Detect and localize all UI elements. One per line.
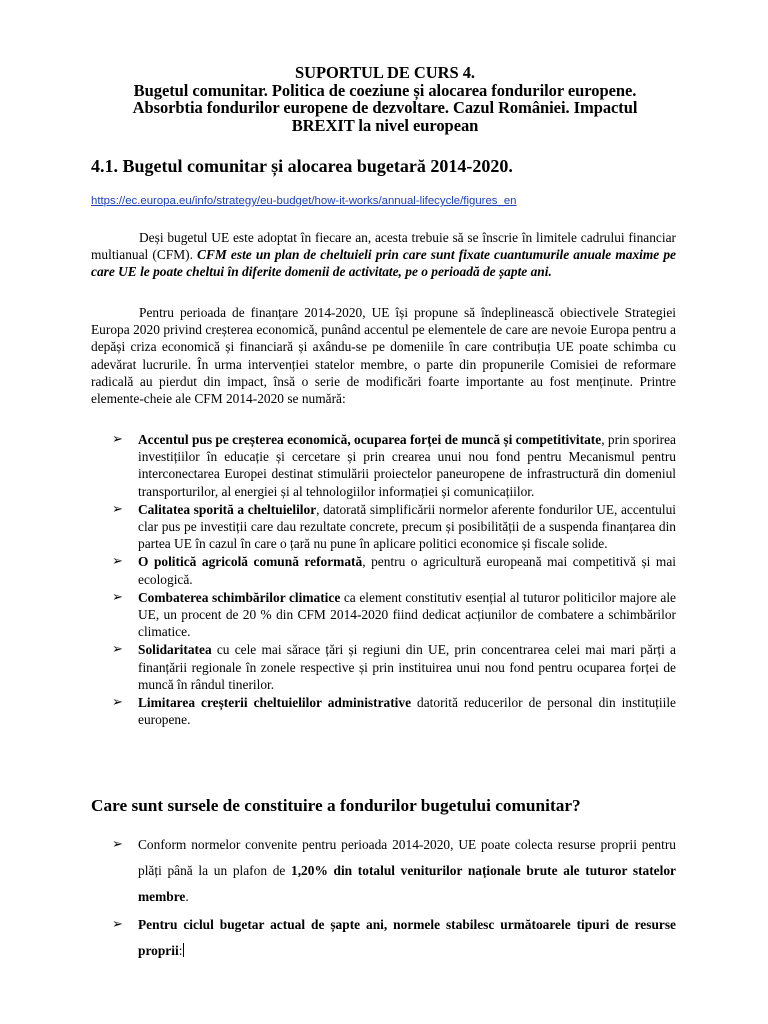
paragraph-cfm-definition xyxy=(91,229,676,281)
source-link[interactable]: https://ec.europa.eu/info/strategy/eu-budget/how-it-works/annual-lifecycle/figures_en xyxy=(91,195,517,207)
list-item-text: , datorată simplificării normelor aferente fondurilor UE, accentului clar pus pe investiții care dau rezultate concrete, precum și posibilității de a suspenda finanțarea din partea UE în cazul în care o țară nu pune în aplicare politici economice și fiscale solide. xyxy=(138,501,676,552)
arrowhead-bullet-icon: ➢ xyxy=(112,554,123,570)
list-item-bold: Solidaritatea xyxy=(138,642,212,658)
course-header-line-2: Bugetul comunitar. Politica de coeziune și alocarea fondurilor europene. xyxy=(133,80,637,100)
key-elements-list xyxy=(112,431,676,729)
arrowhead-bullet-icon: ➢ xyxy=(112,501,123,517)
course-header-line-3: Absorbtia fondurilor europene de dezvoltare. Cazul României. Impactul xyxy=(132,98,638,117)
list-item xyxy=(112,641,676,693)
list-item xyxy=(112,431,676,500)
list-item-text: , prin sporirea investițiilor în educație și cercetare și prin crearea unui nou fond pentru Mecanismul pentru interconectarea Europei destinat stimulării proiectelor paneuropene de infrastructură din domeniul transporturilor, al energiei și al tehnologiilor informației și comunicațiilor. xyxy=(138,432,676,499)
list-item-bold: Calitatea sporită a cheltuielilor xyxy=(138,501,317,517)
list-item-bold: Accentul pus pe creșterea economică, ocuparea forței de muncă și competitivitate xyxy=(138,432,602,447)
arrowhead-bullet-icon: ➢ xyxy=(112,837,123,852)
course-header xyxy=(80,64,690,134)
list-item-text: ca element constitutiv esențial al tuturor politicilor majore ale UE, un procent de 20 % din CFM 2014-2020 fiind dedicat acțiunilor de combatere a schimbărilor climatice. xyxy=(138,589,676,640)
paragraph-cfm-emphasis: CFM este un plan de cheltuieli prin care sunt fixate cuantumurile anuale maxime pe care UE le poate cheltui în diferite domenii de activitate, pe o perioadă de șapte ani. xyxy=(91,247,676,280)
source-item-bold: Pentru ciclul bugetar actual de șapte ani, normele stabilesc următoarele tipuri de resurse proprii xyxy=(138,917,676,958)
arrowhead-bullet-icon: ➢ xyxy=(112,695,123,711)
list-item xyxy=(112,912,676,964)
list-item-bold: Limitarea creșterii cheltuielilor administrative xyxy=(138,695,412,711)
paragraph-funding-text: Pentru perioada de finanțare 2014-2020, UE își propune să îndeplinească obiectivele Strategiei Europa 2020 privind creșterea economică, punând accentul pe elementele de care are nevoie Europa pentru a depăși criza economică și financiară și axându-se pe domeniile în care contribuția UE poate schimba cu adevărat lucrurile. În urma intervenției statelor membre, o parte din propunerile Comisiei de reformare radicală au pierdut din impact, însă o serie de modificări foarte importante au fost menținute. Printre elemente-cheie ale CFM 2014-2020 se numără: xyxy=(91,305,676,407)
arrowhead-bullet-icon: ➢ xyxy=(112,589,123,605)
text-cursor xyxy=(183,943,184,957)
sources-list xyxy=(112,832,676,964)
question-heading: Care sunt sursele de constituire a fondurilor bugetului comunitar? xyxy=(91,796,581,815)
source-item-text: Conform normelor convenite pentru perioada 2014-2020, UE poate colecta resurse proprii pentru plăți până la un plafon de xyxy=(138,837,676,878)
list-item xyxy=(112,589,676,641)
course-header-line-4: BREXIT la nivel european xyxy=(291,115,479,135)
list-item xyxy=(112,832,676,910)
list-item xyxy=(112,694,676,728)
list-item xyxy=(112,501,676,553)
paragraph-cfm-text: Deși bugetul UE este adoptat în fiecare an, acesta trebuie să se înscrie în limitele cadrului financiar multianual (CFM). xyxy=(91,230,676,263)
source-item-end: . xyxy=(185,889,189,904)
section-title: 4.1. Bugetul comunitar și alocarea bugetară 2014-2020. xyxy=(91,156,513,176)
list-item-text: , pentru o agricultură europeană mai competitivă și mai ecologică. xyxy=(138,554,676,587)
list-item-text: datorită reducerilor de personal din instituțiile europene. xyxy=(138,695,676,728)
list-item-bold: O politică agricolă comună reformată xyxy=(138,554,363,570)
list-item xyxy=(112,553,676,587)
list-item-text: cu cele mai sărace țări și regiuni din UE, prin concentrarea celei mai mari părți a finanțării regionale în zonele respective și prin instituirea unui nou fond pentru ocuparea forței de muncă în rândul tinerilor. xyxy=(138,642,676,692)
source-item-bold: 1,20% din totalul veniturilor naționale brute ale tuturor statelor membre xyxy=(138,863,676,904)
course-header-line-1: SUPORTUL DE CURS 4. xyxy=(294,63,475,82)
arrowhead-bullet-icon: ➢ xyxy=(112,432,123,447)
list-item-bold: Combaterea schimbărilor climatice xyxy=(138,589,341,605)
arrowhead-bullet-icon: ➢ xyxy=(112,642,123,658)
source-item-end: : xyxy=(178,943,183,958)
arrowhead-bullet-icon: ➢ xyxy=(112,917,123,932)
paragraph-funding-period xyxy=(91,304,676,407)
